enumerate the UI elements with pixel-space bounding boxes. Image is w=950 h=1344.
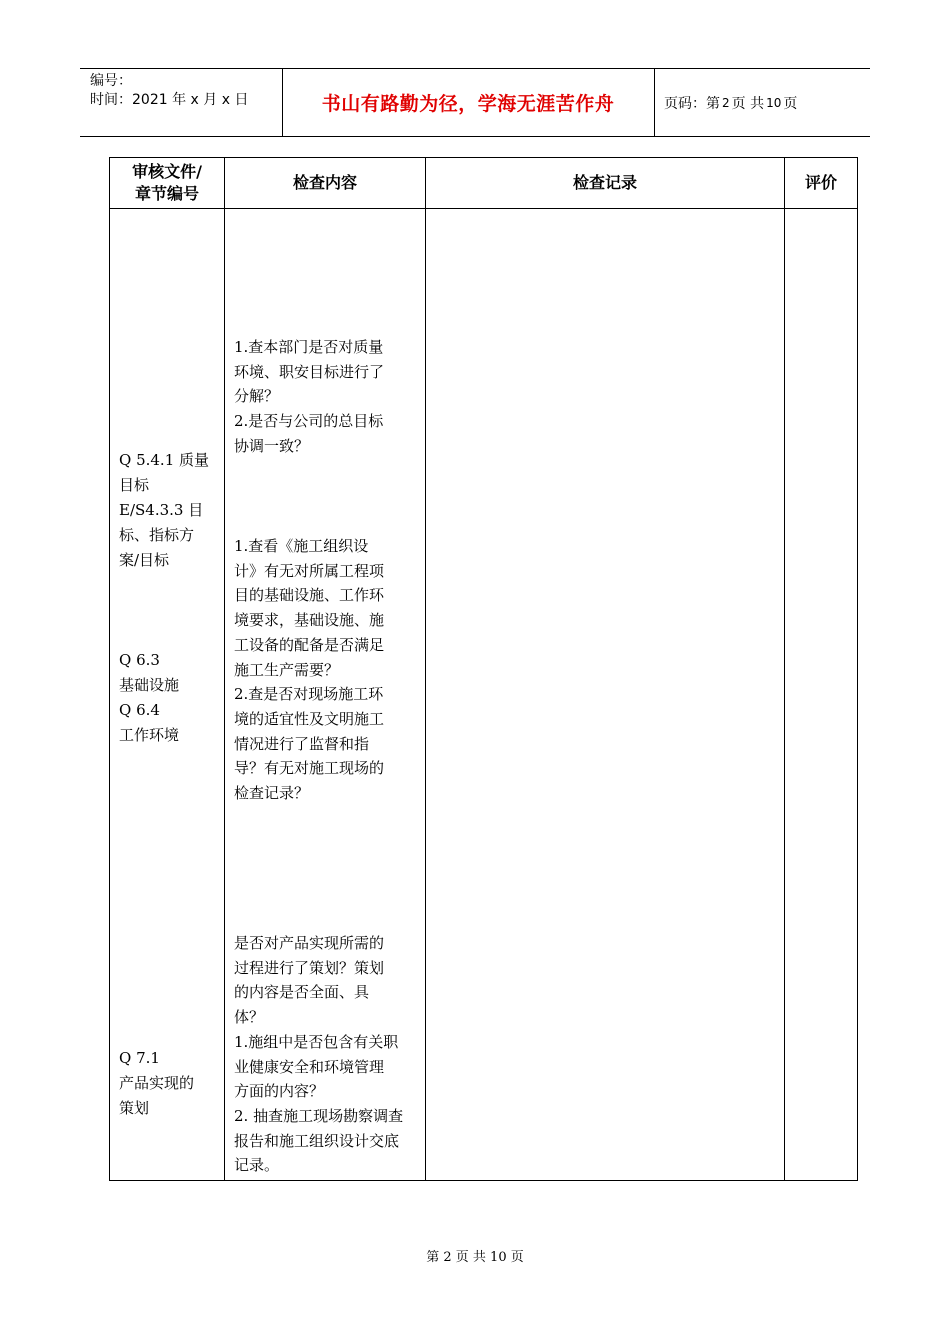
evaluation-cell[interactable] xyxy=(785,209,858,1181)
reference-line: 案/目标 xyxy=(119,551,170,569)
record-cell[interactable] xyxy=(426,209,785,1181)
reference-line: 工作环境 xyxy=(119,726,180,744)
header-motto: 书山有路勤为径，学海无涯苦作舟 xyxy=(321,93,615,115)
content-line: 境要求，基础设施、施 xyxy=(234,611,385,630)
content-line: 情况进行了监督和指 xyxy=(234,734,370,753)
page-prefix: 页码：第 xyxy=(664,95,720,112)
column-header-record: 检查记录 xyxy=(426,158,785,209)
document-number-label: 编号： xyxy=(90,73,132,89)
content-line: 环境、职安目标进行了 xyxy=(234,362,385,381)
audit-checklist-table xyxy=(109,157,858,1181)
column-header-reference-line1: 审核文件/ xyxy=(132,162,202,181)
reference-cell xyxy=(110,209,225,1181)
content-line: 2.查是否对现场施工环 xyxy=(234,685,384,704)
reference-line: Q 6.3 xyxy=(119,651,160,669)
header-page-number xyxy=(664,69,797,136)
content-line: 业健康安全和环境管理 xyxy=(234,1057,385,1076)
row-1-reference xyxy=(119,448,219,573)
page-suffix: 页 xyxy=(783,95,798,112)
reference-line: 策划 xyxy=(119,1099,150,1117)
reference-line: Q 6.4 xyxy=(119,701,160,719)
reference-line: E/S4.3.3 目 xyxy=(119,501,204,519)
content-cell xyxy=(225,209,426,1181)
row-1-content xyxy=(234,335,417,459)
column-header-content: 检查内容 xyxy=(225,158,426,209)
row-3-reference xyxy=(119,1046,219,1121)
content-line: 记录。 xyxy=(234,1156,280,1175)
reference-line: 目标 xyxy=(119,476,150,494)
content-line: 工设备的配备是否满足 xyxy=(234,635,385,654)
column-header-reference-line2: 章节编号 xyxy=(134,184,199,203)
content-line: 1.查看《施工组织设 xyxy=(234,537,369,555)
document-time: 时间：2021 年 x 月 x 日 xyxy=(90,92,249,108)
reference-line: 产品实现的 xyxy=(119,1074,195,1092)
content-line: 计》有无对所属工程项 xyxy=(234,561,385,580)
column-header-evaluation: 评价 xyxy=(785,158,858,209)
content-line: 2.是否与公司的总目标 xyxy=(234,412,384,431)
content-line: 报告和施工组织设计交底 xyxy=(234,1131,400,1150)
header-divider xyxy=(654,69,655,136)
content-line: 1.查本部门是否对质量 xyxy=(234,338,384,356)
content-line: 境的适宜性及文明施工 xyxy=(234,709,385,728)
column-header-reference xyxy=(110,158,225,209)
content-line: 体？ xyxy=(234,1008,265,1027)
content-line: 目的基础设施、工作环 xyxy=(234,586,385,605)
page-mid: 页 共 xyxy=(731,95,765,112)
reference-line: Q 5.4.1 质量 xyxy=(119,451,210,469)
page-footer: 第 2 页 共 10 页 xyxy=(426,1250,524,1265)
page-total: 10 xyxy=(766,95,782,110)
row-3-content xyxy=(234,931,417,1178)
row-2-content xyxy=(234,534,417,806)
content-line: 施工生产需要？ xyxy=(234,660,340,679)
reference-line: Q 7.1 xyxy=(119,1049,160,1067)
table-row xyxy=(110,209,858,1181)
reference-line: 基础设施 xyxy=(119,676,180,694)
content-line: 的内容是否全面、具 xyxy=(234,983,370,1002)
content-line: 分解？ xyxy=(234,387,280,406)
content-line: 过程进行了策划？策划 xyxy=(234,958,385,977)
content-line: 是否对产品实现所需的 xyxy=(234,934,385,952)
content-line: 1.施组中是否包含有关职 xyxy=(234,1032,399,1051)
content-line: 协调一致？ xyxy=(234,436,310,455)
content-line: 2. 抽查施工现场勘察调查 xyxy=(234,1106,404,1125)
content-line: 检查记录？ xyxy=(234,784,310,803)
row-2-reference xyxy=(119,648,219,748)
table-header-row xyxy=(110,158,858,209)
header-meta xyxy=(90,72,248,110)
page-header xyxy=(80,68,870,137)
content-line: 导？有无对施工现场的 xyxy=(234,759,385,778)
page-current: 2 xyxy=(722,95,730,110)
reference-line: 标、指标方 xyxy=(119,526,195,544)
content-line: 方面的内容？ xyxy=(234,1082,325,1101)
